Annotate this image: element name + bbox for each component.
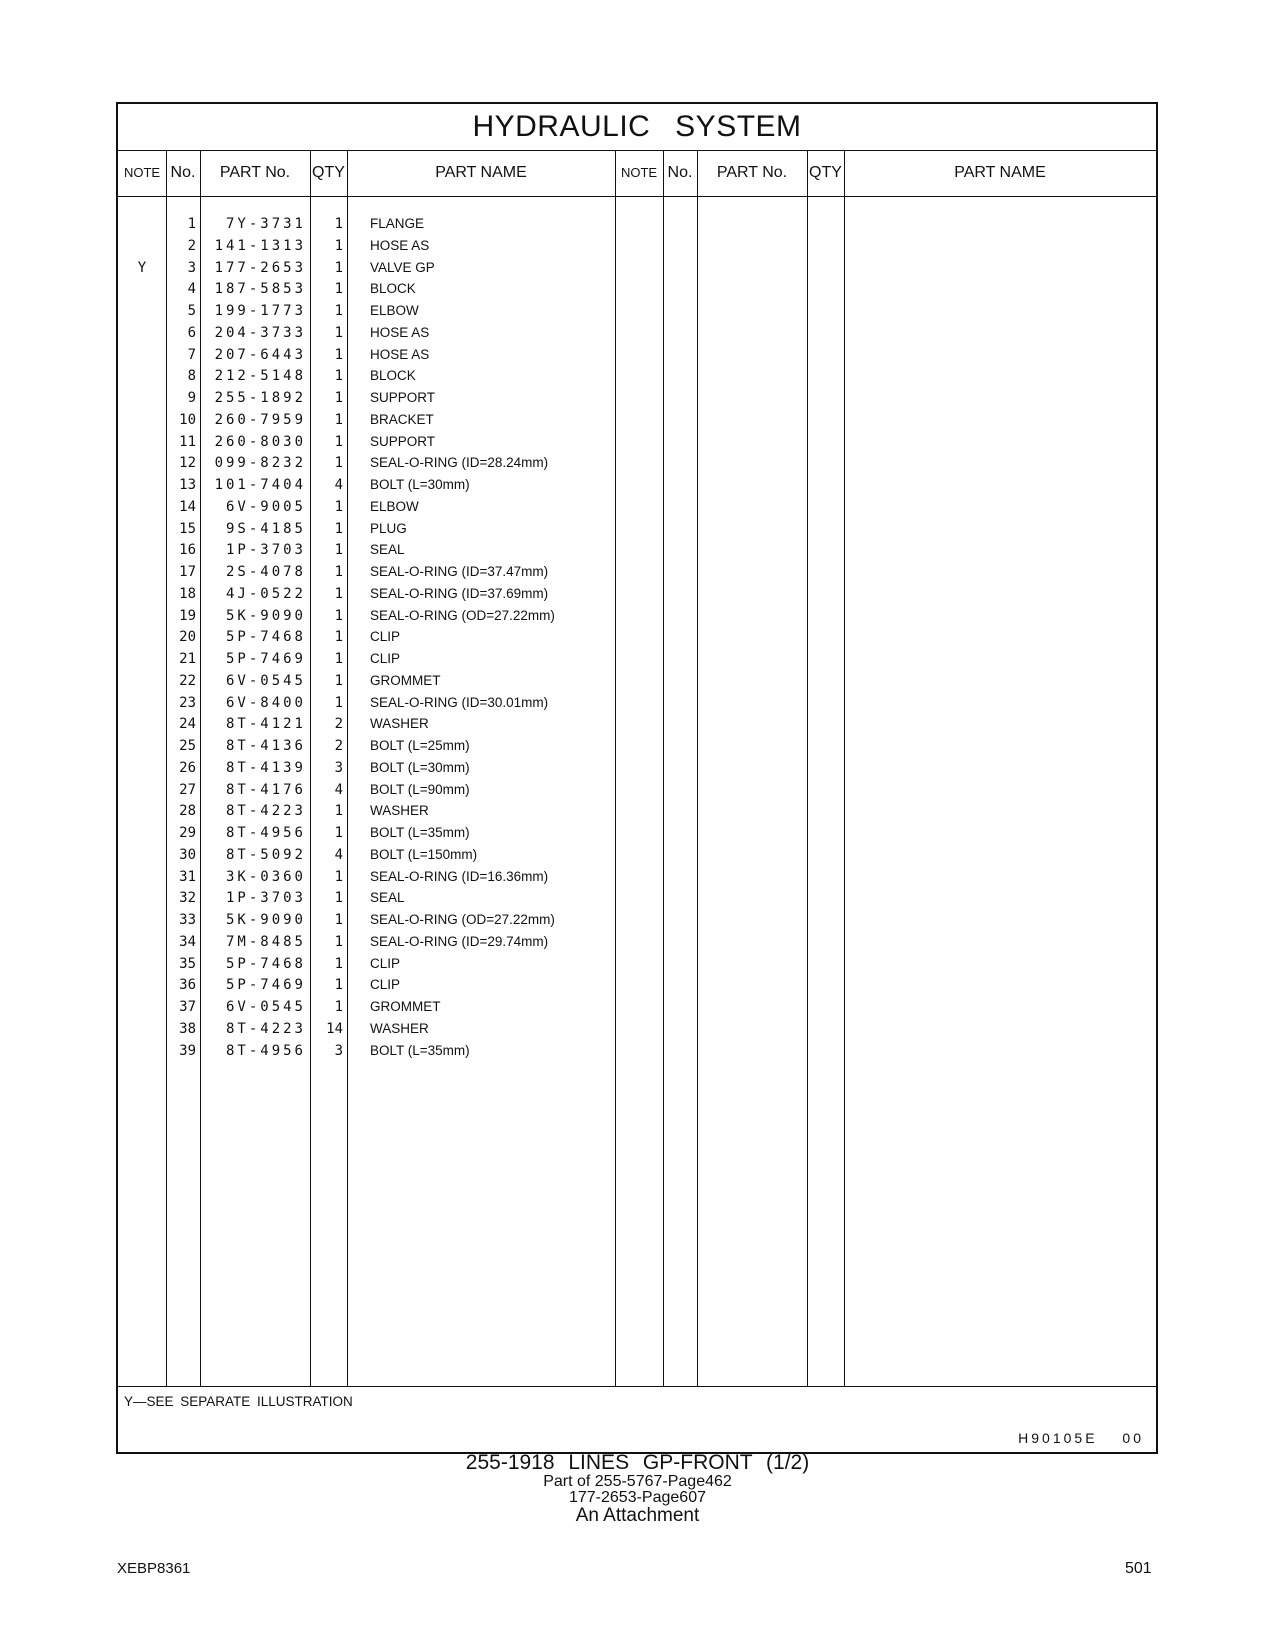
part-number: 199-1773: [214, 303, 306, 319]
header-qty-left: QTY: [312, 164, 345, 181]
part-qty: 3: [334, 1042, 343, 1059]
part-name: SEAL-O-RING (ID=37.47mm): [370, 564, 549, 579]
table-bottom-rule: [118, 1386, 1156, 1387]
part-name: GROMMET: [370, 672, 441, 688]
part-name: SEAL-O-RING (ID=29.74mm): [370, 933, 549, 949]
part-number: 3K-0360: [225, 868, 306, 885]
part-item-no: 9: [187, 390, 196, 406]
part-item-no: 35: [179, 955, 196, 972]
part-name: WASHER: [370, 803, 429, 819]
part-name: CLIP: [370, 955, 401, 971]
part-name: GROMMET: [370, 999, 441, 1014]
part-qty: 1: [334, 629, 343, 646]
header-note-left: NOTE: [123, 165, 161, 180]
table-row: [118, 499, 638, 521]
header-qty-right: QTY: [809, 164, 842, 181]
part-number: 177-2653: [214, 259, 306, 276]
part-qty: 1: [334, 216, 343, 232]
part-name: BRACKET: [370, 411, 434, 427]
part-item-no: 2: [187, 237, 196, 254]
part-number: 7M-8485: [225, 933, 306, 950]
table-row: [118, 934, 638, 956]
part-name: BOLT (L=35mm): [370, 1042, 470, 1058]
part-name: SEAL-O-RING (ID=37.69mm): [370, 585, 549, 601]
part-name: PLUG: [370, 520, 407, 536]
part-qty: 1: [334, 607, 343, 624]
part-name: VALVE GP: [370, 259, 435, 275]
table-row: [118, 912, 638, 934]
part-qty: 1: [334, 368, 343, 385]
part-name: SUPPORT: [370, 433, 436, 449]
table-row: [118, 651, 638, 673]
sheet-code: H90105E 00: [1018, 1430, 1144, 1446]
part-qty: 1: [334, 281, 343, 298]
part-number: 8T-4136: [225, 738, 306, 754]
part-item-no: 31: [179, 868, 196, 885]
footnote: Y—SEE SEPARATE ILLUSTRATION: [124, 1394, 353, 1409]
table-row: [118, 847, 638, 869]
caption-reference: 177-2653-Page607: [568, 1489, 706, 1506]
part-item-no: 7: [187, 346, 196, 363]
part-item-no: 10: [179, 411, 196, 428]
part-item-no: 18: [179, 585, 196, 602]
part-item-no: 39: [179, 1042, 196, 1059]
part-name: HOSE AS: [370, 324, 430, 340]
part-item-no: 30: [179, 846, 196, 863]
part-number: 260-7959: [214, 411, 306, 428]
caption-attachment: An Attachment: [575, 1505, 700, 1526]
part-name: ELBOW: [370, 303, 419, 318]
part-number: 8T-4176: [225, 781, 306, 798]
part-qty: 1: [334, 259, 343, 276]
part-item-no: 25: [179, 738, 196, 754]
part-name: SEAL: [370, 542, 405, 558]
table-row: [118, 782, 638, 804]
part-name: SEAL-O-RING (OD=27.22mm): [370, 912, 555, 927]
table-row: [118, 281, 638, 303]
part-name: CLIP: [370, 629, 401, 645]
table-row: [118, 325, 638, 347]
part-name: BOLT (L=30mm): [370, 477, 470, 492]
part-number: 187-5853: [214, 281, 306, 298]
part-item-no: 27: [179, 781, 196, 798]
header-part-name-right: PART NAME: [954, 164, 1046, 181]
part-item-no: 13: [179, 477, 196, 493]
part-number: 207-6443: [214, 346, 306, 363]
part-number: 5K-9090: [225, 912, 306, 928]
part-number: 6V-0545: [225, 999, 306, 1015]
document-id: XEBP8361: [117, 1560, 191, 1577]
part-qty: 1: [334, 433, 343, 450]
part-qty: 1: [334, 346, 343, 363]
part-number: 6V-8400: [225, 694, 306, 711]
table-header: [118, 150, 1156, 197]
table-row: [118, 629, 638, 651]
part-qty: 1: [334, 303, 343, 319]
table-row: [118, 1021, 638, 1043]
part-number: 8T-4223: [225, 1020, 306, 1037]
part-name: BOLT (L=90mm): [370, 781, 470, 797]
part-qty: 1: [334, 411, 343, 428]
part-name: CLIP: [370, 651, 401, 666]
part-qty: 1: [334, 390, 343, 406]
part-item-no: 14: [179, 498, 196, 515]
part-item-no: 32: [179, 890, 196, 907]
part-qty: 1: [334, 999, 343, 1015]
part-name: FLANGE: [370, 216, 425, 231]
part-qty: 1: [334, 542, 343, 559]
part-name: SEAL-O-RING (OD=27.22mm): [370, 607, 555, 623]
part-item-no: 8: [187, 368, 196, 385]
part-item-no: 38: [179, 1020, 196, 1037]
part-name: SEAL-O-RING (ID=28.24mm): [370, 455, 549, 471]
table-row: [118, 760, 638, 782]
part-name: WASHER: [370, 716, 429, 732]
table-row: [118, 1043, 638, 1065]
part-item-no: 37: [179, 999, 196, 1015]
part-qty: 1: [334, 324, 343, 341]
part-qty: 1: [334, 237, 343, 254]
part-name: SEAL-O-RING (ID=30.01mm): [370, 694, 549, 710]
table-row: [118, 521, 638, 543]
part-number: 099-8232: [214, 455, 306, 472]
part-number: 6V-9005: [225, 498, 306, 515]
part-item-no: 22: [179, 672, 196, 689]
header-part-name-left: PART NAME: [435, 164, 527, 181]
part-name: BOLT (L=25mm): [370, 738, 470, 753]
part-name: SEAL: [370, 890, 405, 906]
part-item-no: 17: [179, 564, 196, 580]
table-row: [118, 999, 638, 1021]
part-number: 8T-4956: [225, 1042, 306, 1059]
part-number: 204-3733: [214, 324, 306, 341]
table-row: [118, 303, 638, 325]
table-row: [118, 347, 638, 369]
part-number: 5K-9090: [225, 607, 306, 624]
part-item-no: 1: [187, 216, 196, 232]
table-row: [118, 412, 638, 434]
part-name: BOLT (L=35mm): [370, 825, 470, 840]
table-row: [118, 238, 638, 260]
caption-title: 255-1918 LINES GP-FRONT (1/2): [465, 1451, 810, 1474]
part-number: 8T-5092: [225, 846, 306, 863]
parts-list-sheet: [116, 102, 1158, 1454]
part-item-no: 12: [179, 455, 196, 472]
part-number: 5P-7468: [225, 629, 306, 646]
part-qty: 4: [334, 846, 343, 863]
section-title: HYDRAULIC SYSTEM: [118, 104, 1156, 151]
column-divider: [663, 150, 664, 1387]
part-number: 101-7404: [214, 477, 306, 493]
part-item-no: 26: [179, 759, 196, 776]
table-row: [118, 608, 638, 630]
table-row: [118, 542, 638, 564]
page-number: 501: [1125, 1560, 1152, 1577]
part-item-no: 5: [187, 303, 196, 319]
part-name: HOSE AS: [370, 237, 430, 253]
part-number: 255-1892: [214, 390, 306, 406]
part-name: BLOCK: [370, 281, 416, 297]
part-item-no: 33: [179, 912, 196, 928]
part-item-no: 20: [179, 629, 196, 646]
part-qty: 1: [334, 694, 343, 711]
part-item-no: 11: [179, 433, 196, 450]
part-qty: 1: [334, 455, 343, 472]
part-item-no: 21: [179, 651, 196, 667]
part-number: 7Y-3731: [225, 216, 306, 232]
part-item-no: 36: [179, 977, 196, 994]
part-item-no: 4: [187, 281, 196, 298]
part-qty: 1: [334, 912, 343, 928]
part-number: 8T-4956: [225, 825, 306, 841]
part-qty: 1: [334, 520, 343, 537]
figure-caption: [0, 1452, 1275, 1526]
part-item-no: 16: [179, 542, 196, 559]
part-number: 6V-0545: [225, 672, 306, 689]
part-number: 1P-3703: [225, 890, 306, 907]
part-name: CLIP: [370, 977, 401, 993]
column-divider: [844, 150, 845, 1387]
table-row: [118, 869, 638, 891]
part-item-no: 19: [179, 607, 196, 624]
part-item-no: 29: [179, 825, 196, 841]
table-row: [118, 455, 638, 477]
part-name: ELBOW: [370, 498, 419, 514]
table-row: [118, 716, 638, 738]
table-row: [118, 390, 638, 412]
table-row: [118, 673, 638, 695]
table-row: [118, 216, 638, 238]
table-row: [118, 434, 638, 456]
part-qty: 2: [334, 716, 343, 733]
table-row: [118, 738, 638, 760]
part-number: 8T-4121: [225, 716, 306, 733]
table-row: [118, 825, 638, 847]
part-qty: 1: [334, 933, 343, 950]
part-item-no: 28: [179, 803, 196, 820]
table-row: [118, 956, 638, 978]
header-part-no-left: PART No.: [219, 164, 291, 181]
part-number: 1P-3703: [225, 542, 306, 559]
table-row: [118, 803, 638, 825]
part-number: 9S-4185: [225, 520, 306, 537]
part-number: 2S-4078: [225, 564, 306, 580]
part-number: 8T-4139: [225, 759, 306, 776]
part-number: 5P-7469: [225, 977, 306, 994]
part-number: 8T-4223: [225, 803, 306, 820]
part-name: BOLT (L=150mm): [370, 846, 478, 862]
part-qty: 4: [334, 781, 343, 798]
caption-part-of: Part of 255-5767-Page462: [543, 1473, 732, 1490]
part-qty: 1: [334, 672, 343, 689]
part-qty: 1: [334, 585, 343, 602]
part-name: HOSE AS: [370, 346, 430, 362]
part-name: BLOCK: [370, 368, 416, 384]
part-number: 4J-0522: [225, 585, 306, 602]
part-item-no: 23: [179, 694, 196, 711]
part-qty: 1: [334, 564, 343, 580]
table-row: [118, 368, 638, 390]
part-item-no: 15: [179, 520, 196, 537]
part-number: 5P-7469: [225, 651, 306, 667]
table-row: [118, 586, 638, 608]
part-qty: 2: [334, 738, 343, 754]
part-number: 212-5148: [214, 368, 306, 385]
header-no-left: No.: [170, 164, 196, 181]
part-qty: 1: [334, 825, 343, 841]
part-qty: 14: [326, 1020, 343, 1037]
part-note: Y: [137, 259, 147, 276]
part-qty: 3: [334, 759, 343, 776]
part-item-no: 6: [187, 324, 196, 341]
part-qty: 1: [334, 803, 343, 820]
table-row: [118, 890, 638, 912]
part-name: WASHER: [370, 1020, 429, 1036]
part-qty: 1: [334, 977, 343, 994]
part-item-no: 34: [179, 933, 196, 950]
part-qty: 1: [334, 651, 343, 667]
table-row: [118, 564, 638, 586]
table-row: [118, 260, 638, 282]
part-name: BOLT (L=30mm): [370, 759, 470, 775]
part-name: SEAL-O-RING (ID=16.36mm): [370, 868, 549, 884]
header-no-right: No.: [667, 164, 693, 181]
part-qty: 1: [334, 955, 343, 972]
part-qty: 4: [334, 477, 343, 493]
part-number: 260-8030: [214, 433, 306, 450]
part-qty: 1: [334, 868, 343, 885]
part-name: SUPPORT: [370, 390, 436, 405]
part-number: 141-1313: [214, 237, 306, 254]
table-row: [118, 977, 638, 999]
part-qty: 1: [334, 890, 343, 907]
part-qty: 1: [334, 498, 343, 515]
header-note-right: NOTE: [620, 165, 658, 180]
part-item-no: 3: [187, 259, 196, 276]
table-row: [118, 477, 638, 499]
header-part-no-right: PART No.: [716, 164, 788, 181]
part-number: 5P-7468: [225, 955, 306, 972]
column-divider: [807, 150, 808, 1387]
table-row: [118, 695, 638, 717]
column-divider: [697, 150, 698, 1387]
part-item-no: 24: [179, 716, 196, 733]
